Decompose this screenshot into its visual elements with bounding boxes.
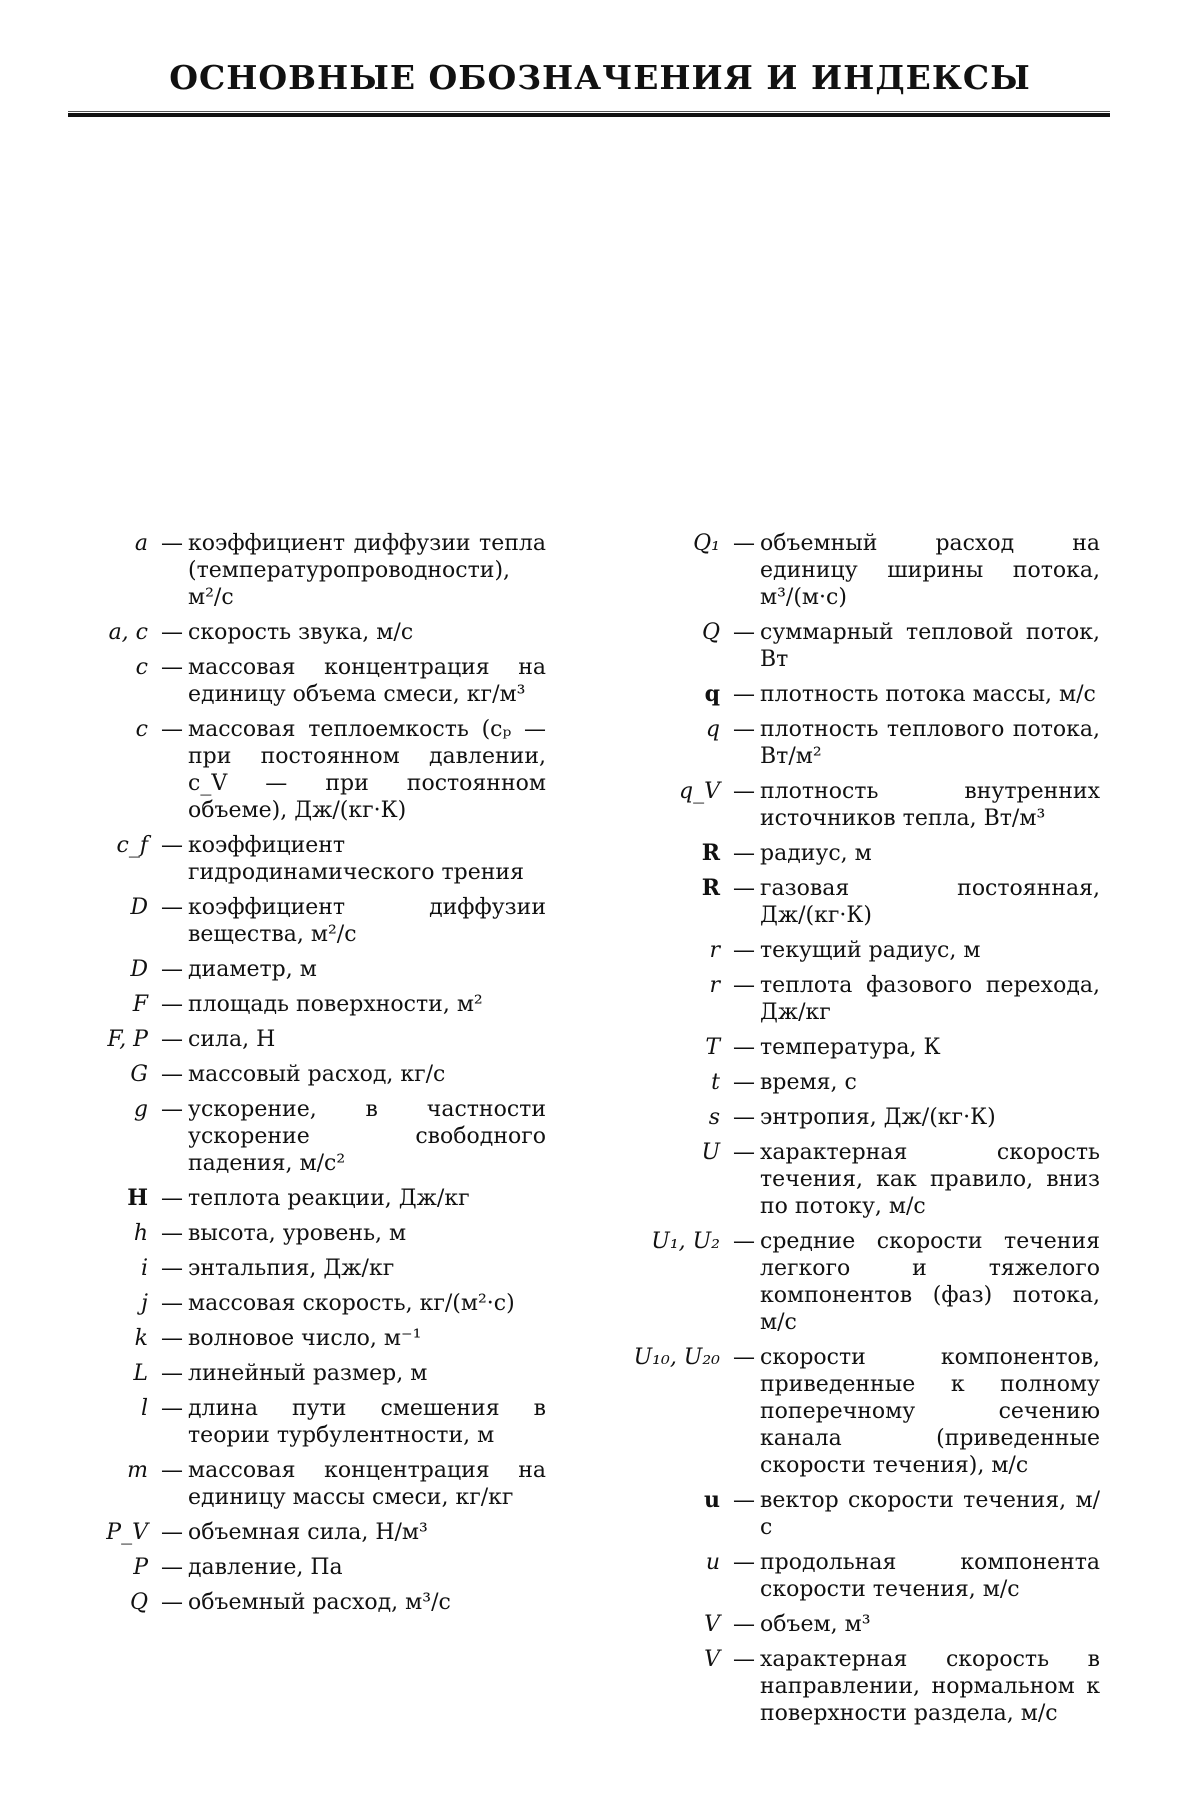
list-item [608,1228,1100,1336]
entry-description: энтропия, Дж/(кг·К) [760,1105,996,1130]
entry-symbol: r [709,973,720,998]
title-rule-thick [68,113,1110,117]
entry-symbol: F [132,992,148,1017]
entry-description: коэффициент гидродинамического трения [188,833,524,885]
list-item [608,778,1100,832]
entry-description: плотность потока массы, м/с [760,682,1096,707]
entry-dash: — [733,1488,755,1513]
entry-symbol: j [141,1291,148,1316]
entry-dash: — [733,1105,755,1130]
list-item [608,840,1100,867]
entry-description: давление, Па [188,1555,343,1580]
list-item [88,894,546,948]
entry-symbol: Q [129,1590,148,1615]
entry-dash: — [733,876,755,901]
entry-description: объемный расход, м³/с [188,1590,451,1615]
page-title: ОСНОВНЫЕ ОБОЗНАЧЕНИЯ И ИНДЕКСЫ [169,58,1031,97]
entry-dash: — [733,841,755,866]
entry-symbol: t [711,1070,720,1095]
list-item [88,1255,546,1282]
entry-description: время, с [760,1070,857,1095]
entry-description: объем, м³ [760,1612,871,1637]
entry-symbol: u [704,1487,720,1513]
entry-dash: — [161,1361,183,1386]
entry-description: объемная сила, Н/м³ [188,1520,428,1545]
entry-dash: — [733,1612,755,1637]
entry-dash: — [733,1647,755,1672]
entry-symbol: q_V [679,779,720,804]
entry-dash: — [733,973,755,998]
entry-dash: — [733,1140,755,1165]
entry-description: массовая скорость, кг/(м²·с) [188,1291,515,1316]
entry-description: радиус, м [760,841,872,866]
entry-description: массовая теплоемкость (cₚ — при постоянном давлении, c_V — при постоянном объеме), Дж/(кг·К) [188,717,546,823]
entry-symbol: D [130,957,148,982]
entry-description: ускорение, в частности ускорение свободного падения, м/с² [188,1097,546,1176]
list-item [608,681,1100,708]
list-item [88,1395,546,1449]
list-item [608,1069,1100,1096]
entry-dash: — [161,531,183,556]
entry-dash: — [733,682,755,707]
entry-dash: — [161,957,183,982]
list-item [88,1290,546,1317]
list-item [88,1096,546,1177]
entry-description: газовая постоянная, Дж/(кг·К) [760,876,1100,928]
list-item [88,1026,546,1053]
entry-symbol: U₁₀, U₂₀ [633,1345,720,1370]
list-item [608,875,1100,929]
entry-symbol: P_V [106,1520,148,1545]
entry-symbol: R [701,875,720,901]
entry-dash: — [161,1256,183,1281]
entry-dash: — [161,1062,183,1087]
entry-symbol: c [135,655,148,680]
list-item [88,1519,546,1546]
entry-description: линейный размер, м [188,1361,428,1386]
entry-dash: — [161,1027,183,1052]
entry-description: площадь поверхности, м² [188,992,483,1017]
list-item [88,1185,546,1212]
entry-symbol: T [705,1035,720,1060]
list-item [88,716,546,824]
entry-description: характерная скорость течения, как правило, вниз по потоку, м/с [760,1140,1100,1219]
entry-description: массовая концентрация на единицу массы смеси, кг/кг [188,1458,546,1510]
entry-symbol: F, P [107,1027,148,1052]
entry-symbol: R [701,840,720,866]
entry-description: энтальпия, Дж/кг [188,1256,395,1281]
entry-description: массовый расход, кг/с [188,1062,446,1087]
entry-dash: — [733,717,755,742]
entry-dash: — [161,833,183,858]
list-item [88,1061,546,1088]
entry-description: суммарный тепловой поток, Вт [760,620,1100,672]
entry-description: характерная скорость в направлении, нормальном к поверхности раздела, м/с [760,1647,1100,1726]
list-item [608,716,1100,770]
list-item [608,1104,1100,1131]
list-item [608,1139,1100,1220]
entry-description: объемный расход на единицу ширины потока, м³/(м·с) [760,531,1100,610]
list-item [608,1549,1100,1603]
entry-symbol: q [704,681,720,707]
entry-description: текущий радиус, м [760,938,981,963]
entry-dash: — [733,1345,755,1370]
right-column [608,530,1100,1735]
list-item [608,1034,1100,1061]
entry-symbol: a [134,531,148,556]
entry-symbol: c [135,717,148,742]
left-column [88,530,546,1624]
entry-description: массовая концентрация на единицу объема смеси, кг/м³ [188,655,546,707]
entry-dash: — [161,717,183,742]
entry-symbol: Q [701,620,720,645]
entry-description: теплота реакции, Дж/кг [188,1186,470,1211]
entry-symbol: L [133,1361,148,1386]
entry-description: коэффициент диффузии вещества, м²/с [188,895,546,947]
entry-dash: — [161,1555,183,1580]
entry-symbol: V [704,1612,720,1637]
list-item [88,1325,546,1352]
entry-description: плотность внутренних источников тепла, Вт/м³ [760,779,1100,831]
entry-dash: — [161,1291,183,1316]
entry-dash: — [161,1520,183,1545]
entry-symbol: u [705,1550,720,1575]
entry-dash: — [161,1186,183,1211]
entry-description: сила, Н [188,1027,276,1052]
entry-symbol: H [127,1185,148,1211]
entry-dash: — [161,1326,183,1351]
list-item [88,1457,546,1511]
entry-description: скорости компонентов, приведенные к полному поперечному сечению канала (приведенные скорости течения), м/с [760,1345,1100,1478]
entry-description: скорость звука, м/с [188,620,414,645]
entry-symbol: k [134,1326,148,1351]
entry-description: диаметр, м [188,957,317,982]
title-rule [68,111,1110,119]
entry-dash: — [733,1070,755,1095]
entry-symbol: s [708,1105,720,1130]
entry-dash: — [161,1458,183,1483]
list-item [608,1344,1100,1479]
entry-symbol: m [127,1458,148,1483]
entry-symbol: U [701,1140,720,1165]
entry-symbol: l [140,1396,148,1421]
entry-symbol: D [130,895,148,920]
entry-symbol: c_f [116,833,148,858]
list-item [88,619,546,646]
list-item [88,1589,546,1616]
entry-description: волновое число, м⁻¹ [188,1326,422,1351]
title-rule-thin [68,111,1110,112]
list-item [88,654,546,708]
entry-symbol: V [704,1647,720,1672]
list-item [88,1360,546,1387]
entry-dash: — [161,620,183,645]
entry-description: плотность теплового потока, Вт/м² [760,717,1100,769]
entry-symbol: q [705,717,720,742]
entry-description: высота, уровень, м [188,1221,407,1246]
entry-description: коэффициент диффузии тепла (температуропроводности), м²/с [188,531,546,610]
entry-symbol: U₁, U₂ [651,1229,720,1254]
entry-symbol: g [133,1097,148,1122]
entry-description: средние скорости течения легкого и тяжелого компонентов (фаз) потока, м/с [760,1229,1100,1335]
entry-symbol: G [130,1062,148,1087]
list-item [88,832,546,886]
entry-symbol: r [709,938,720,963]
entry-dash: — [733,779,755,804]
entry-symbol: i [140,1256,148,1281]
entry-dash: — [733,1035,755,1060]
list-item [88,1220,546,1247]
entry-dash: — [161,1097,183,1122]
entry-dash: — [733,1550,755,1575]
entry-description: длина пути смешения в теории турбулентности, м [188,1396,546,1448]
list-item [608,530,1100,611]
entry-dash: — [733,938,755,963]
entry-description: вектор скорости течения, м/с [760,1488,1100,1540]
entry-dash: — [161,895,183,920]
list-item [88,991,546,1018]
entry-dash: — [161,992,183,1017]
entry-dash: — [161,1221,183,1246]
entry-dash: — [733,620,755,645]
list-item [608,1646,1100,1727]
entry-symbol: P [133,1555,148,1580]
list-item [608,972,1100,1026]
entry-dash: — [733,531,755,556]
list-item [608,1611,1100,1638]
list-item [88,956,546,983]
entry-description: температура, К [760,1035,941,1060]
entry-dash: — [733,1229,755,1254]
entry-symbol: a, c [108,620,148,645]
entry-dash: — [161,655,183,680]
entry-description: теплота фазового перехода, Дж/кг [760,973,1100,1025]
entry-dash: — [161,1396,183,1421]
list-item [88,530,546,611]
list-item [608,619,1100,673]
entry-description: продольная компонента скорости течения, м/с [760,1550,1100,1602]
entry-symbol: Q₁ [693,531,720,556]
list-item [88,1554,546,1581]
list-item [608,937,1100,964]
entry-dash: — [161,1590,183,1615]
entry-symbol: h [133,1221,148,1246]
list-item [608,1487,1100,1541]
